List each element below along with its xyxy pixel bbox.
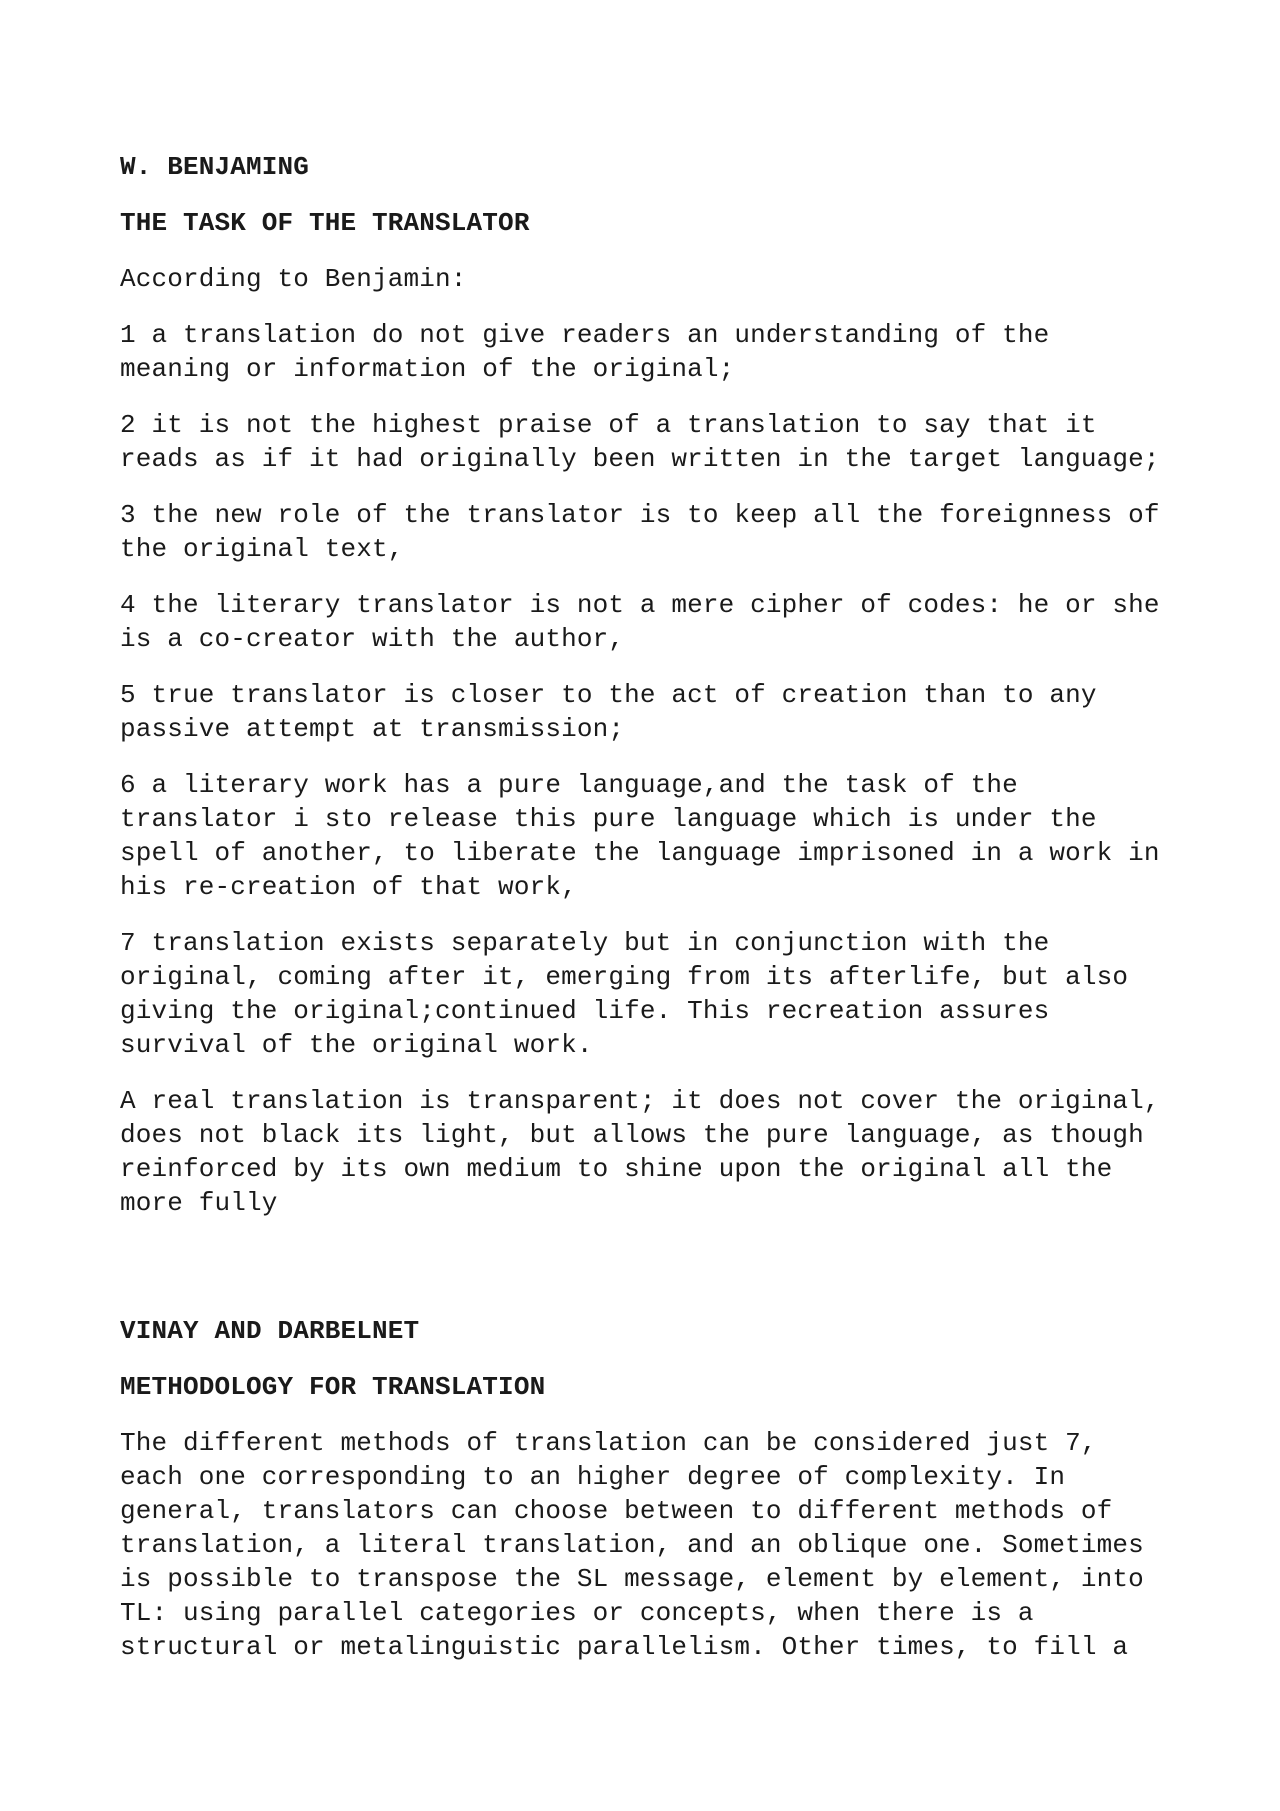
section-title-heading: METHODOLOGY FOR TRANSLATION — [120, 1372, 546, 1402]
document-page — [120, 150, 1180, 1686]
section-title-heading: THE TASK OF THE TRANSLATOR — [120, 208, 530, 238]
list-item: 4 the literary translator is not a mere cipher of codes: he or she is a co-creator with the author, — [120, 590, 1160, 654]
section-author-heading: VINAY AND DARBELNET — [120, 1316, 420, 1346]
body-paragraph: The different methods of translation can be considered just 7, each one corresponding to an higher degree of complexity. In general, translators can choose between to different methods of translation, a literal translation, and an oblique one. Sometimes is possible to transpose the SL message, element by element, into TL: using parallel categories or concepts, when there is a structural or metalinguistic parallelism. Other times, to fill a — [120, 1428, 1144, 1662]
intro-paragraph: According to Benjamin: — [120, 264, 467, 294]
list-item: 5 true translator is closer to the act of creation than to any passive attempt at transmission; — [120, 680, 1097, 744]
list-item: 7 translation exists separately but in conjunction with the original, coming after it, emerging from its afterlife, but also giving the original;continued life. This recreation assures survival of the original work. — [120, 928, 1129, 1060]
list-item: 1 a translation do not give readers an understanding of the meaning or information of the original; — [120, 320, 1050, 384]
list-item: 3 the new role of the translator is to keep all the foreignness of the original text, — [120, 500, 1160, 564]
list-item: 2 it is not the highest praise of a translation to say that it reads as if it had originally been written in the target language; — [120, 410, 1160, 474]
section-author-heading: W. BENJAMING — [120, 152, 310, 182]
section-spacer — [120, 1242, 1180, 1314]
list-item: 6 a literary work has a pure language,and the task of the translator i sto release this pure language which is under the spell of another, to liberate the language imprisoned in a work in his re-creation of that work, — [120, 770, 1160, 902]
closing-paragraph: A real translation is transparent; it does not cover the original, does not black its light, but allows the pure language, as though reinforced by its own medium to shine upon the original all the more fully — [120, 1086, 1160, 1218]
